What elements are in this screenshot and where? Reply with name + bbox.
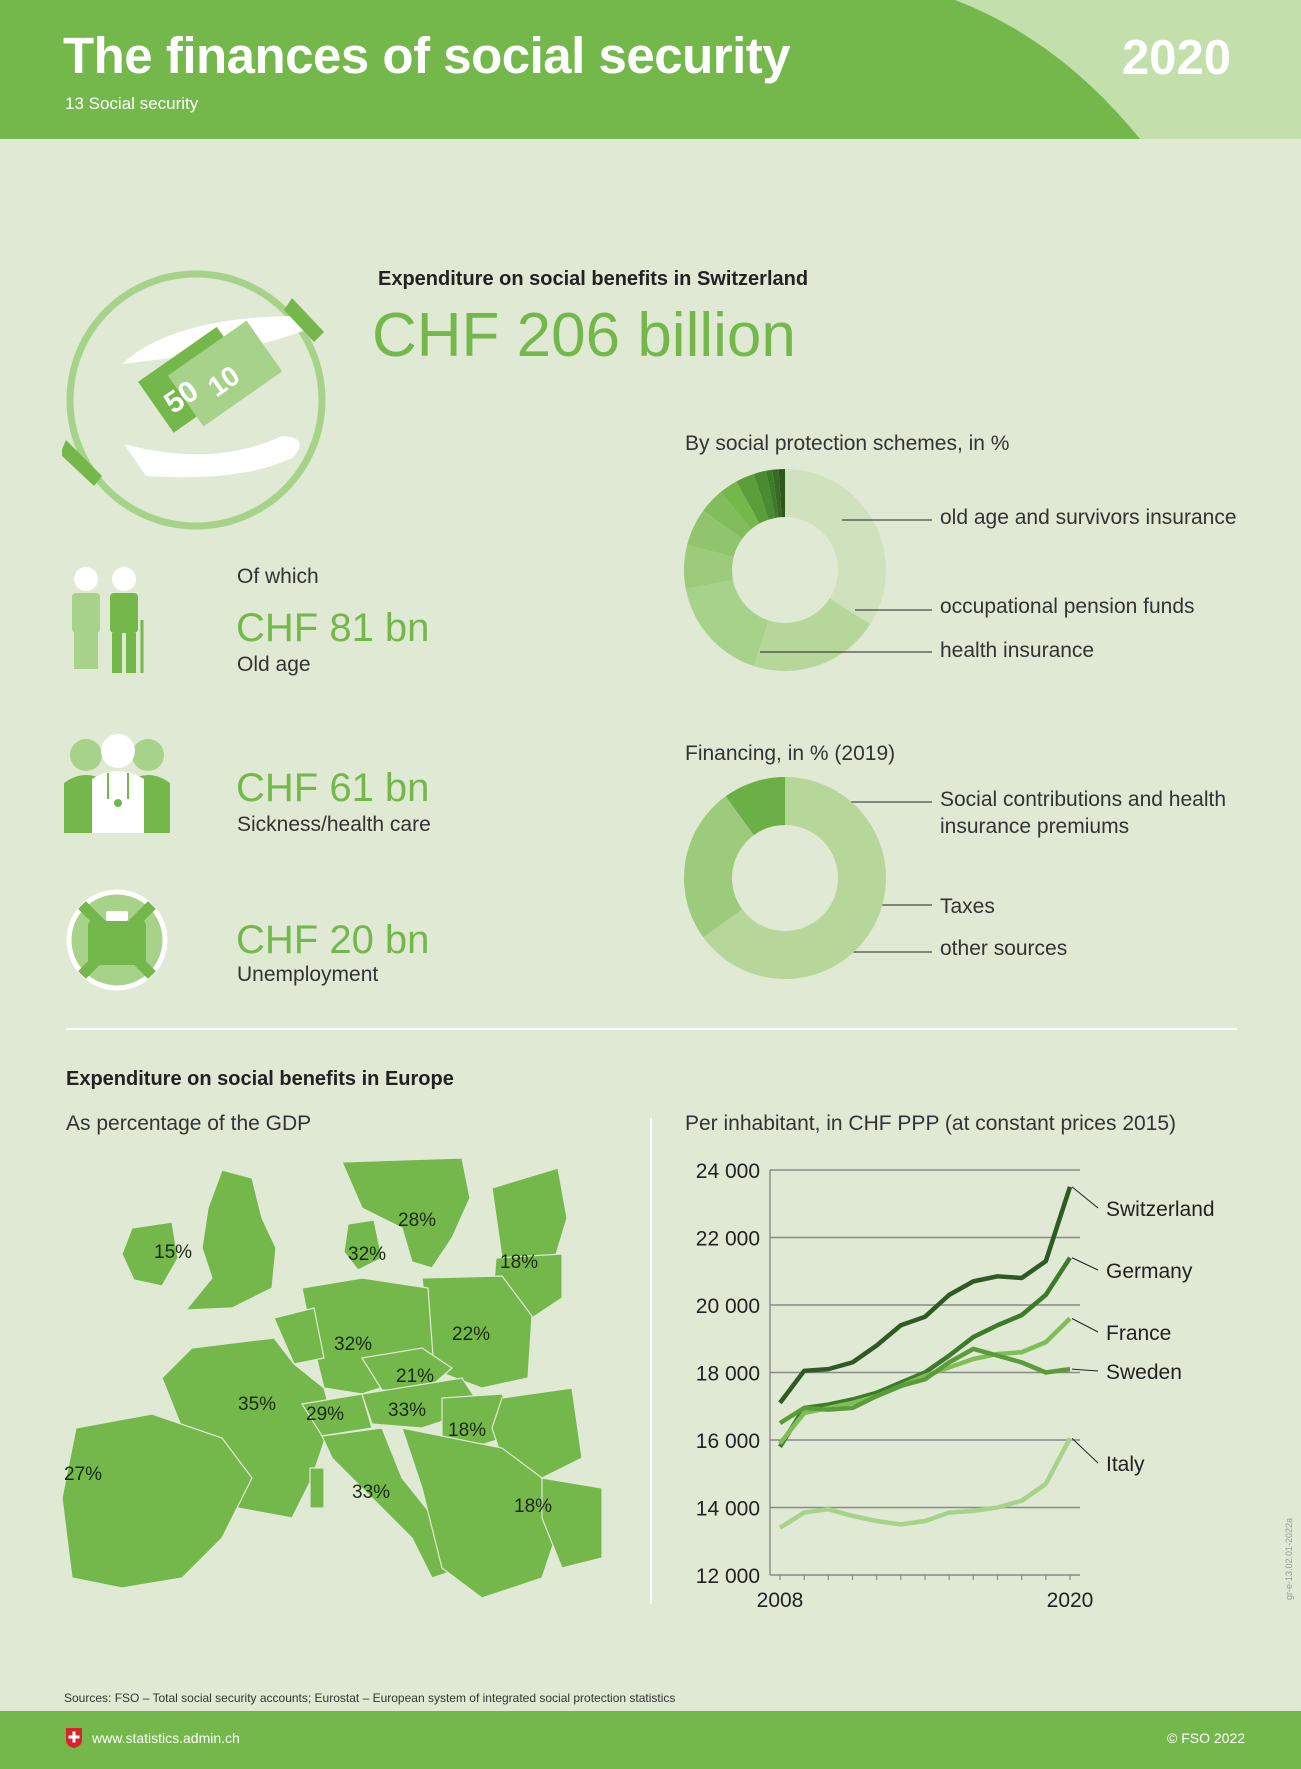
vertical-divider bbox=[650, 1118, 652, 1604]
map-label-romania: 18% bbox=[514, 1496, 553, 1517]
map-label-hungary: 18% bbox=[448, 1420, 487, 1441]
sources-note: Sources: FSO – Total social security accounts; Eurostat – European system of integrated social protection statistics bbox=[64, 1691, 676, 1705]
donut1-label-old-age: old age and survivors insurance bbox=[940, 506, 1237, 529]
europe-map bbox=[62, 1158, 622, 1608]
swiss-flag-icon bbox=[64, 1728, 84, 1748]
copyright: © FSO 2022 bbox=[1167, 1730, 1246, 1746]
section-divider bbox=[66, 1028, 1237, 1030]
schemes-slice-0 bbox=[785, 469, 886, 624]
y-tick-label: 22 000 bbox=[695, 1227, 760, 1251]
series-line-italy bbox=[780, 1438, 1070, 1527]
map-iberia bbox=[62, 1414, 252, 1588]
y-tick-label: 18 000 bbox=[695, 1362, 760, 1386]
map-label-ireland: 15% bbox=[154, 1242, 193, 1263]
website-link[interactable]: www.statistics.admin.ch bbox=[92, 1730, 240, 1746]
line-chart bbox=[670, 1150, 1230, 1610]
unemployment-amount: CHF 20 bn bbox=[236, 918, 430, 962]
year-label: 2020 bbox=[1122, 31, 1232, 85]
map-label-france: 35% bbox=[238, 1394, 277, 1415]
donut1-label-pension: occupational pension funds bbox=[940, 595, 1195, 618]
series-line-sweden bbox=[780, 1349, 1070, 1423]
x-tick-label: 2008 bbox=[756, 1589, 804, 1610]
page-title: The finances of social security bbox=[63, 27, 791, 84]
y-tick-label: 20 000 bbox=[695, 1295, 760, 1318]
y-tick-label: 12 000 bbox=[695, 1565, 760, 1588]
elderly-couple-icon bbox=[62, 565, 152, 675]
of-which-label: Of which bbox=[237, 565, 319, 588]
map-label-czech: 21% bbox=[396, 1366, 435, 1387]
schemes-slice-2 bbox=[686, 580, 769, 666]
series-leader bbox=[1072, 1258, 1098, 1270]
map-title: As percentage of the GDP bbox=[66, 1112, 312, 1135]
donut2-label-contributions: Social contributions and health insurance premiums bbox=[940, 788, 1227, 838]
series-label-germany: Germany bbox=[1106, 1260, 1193, 1283]
schemes-donut-chart bbox=[680, 465, 900, 680]
svg-text:50: 50 bbox=[158, 374, 205, 421]
x-tick-label: 2020 bbox=[1046, 1589, 1094, 1610]
health-amount: CHF 61 bn bbox=[236, 766, 430, 810]
switzerland-heading: Expenditure on social benefits in Switzerland bbox=[378, 268, 809, 290]
map-label-germany: 32% bbox=[334, 1334, 373, 1355]
map-bulgaria bbox=[542, 1478, 602, 1568]
money-hands-icon bbox=[62, 268, 332, 538]
map-uk bbox=[186, 1170, 276, 1310]
svg-text:10: 10 bbox=[202, 359, 246, 403]
financing-donut-chart bbox=[680, 773, 900, 988]
side-code: gr-e-13.02.01-2022a bbox=[1284, 1517, 1294, 1600]
y-tick-label: 14 000 bbox=[695, 1497, 760, 1521]
map-label-denmark: 32% bbox=[348, 1244, 387, 1265]
y-tick-label: 24 000 bbox=[695, 1160, 760, 1183]
series-leader bbox=[1072, 1438, 1098, 1463]
series-leader bbox=[1072, 1369, 1098, 1371]
map-label-italy: 33% bbox=[352, 1482, 391, 1503]
line-chart-title: Per inhabitant, in CHF PPP (at constant prices 2015) bbox=[685, 1112, 1177, 1135]
page-subtitle: 13 Social security bbox=[65, 94, 199, 113]
europe-heading: Expenditure on social benefits in Europe bbox=[66, 1068, 454, 1090]
series-leader bbox=[1072, 1319, 1098, 1333]
series-label-switzerland: Switzerland bbox=[1106, 1198, 1215, 1221]
old-age-amount: CHF 81 bn bbox=[236, 606, 430, 650]
series-label-italy: Italy bbox=[1106, 1453, 1145, 1476]
donut2-label-other: other sources bbox=[940, 937, 1068, 960]
map-label-austria: 33% bbox=[388, 1400, 427, 1421]
map-label-switzerland: 29% bbox=[306, 1404, 345, 1425]
map-label-poland: 22% bbox=[452, 1324, 491, 1345]
map-label-portugal: 27% bbox=[64, 1464, 103, 1485]
series-label-sweden: Sweden bbox=[1106, 1361, 1182, 1384]
schemes-donut-title: By social protection schemes, in % bbox=[685, 432, 1010, 455]
y-tick-label: 16 000 bbox=[695, 1430, 760, 1453]
map-label-sweden: 28% bbox=[398, 1210, 437, 1231]
unemployment-label: Unemployment bbox=[237, 963, 379, 986]
map-label-finland: 18% bbox=[500, 1252, 539, 1273]
crossed-briefcase-icon bbox=[64, 887, 170, 993]
total-expenditure: CHF 206 billion bbox=[372, 301, 796, 370]
health-label: Sickness/health care bbox=[237, 813, 431, 836]
donut2-label-taxes: Taxes bbox=[940, 895, 995, 918]
donut1-label-health: health insurance bbox=[940, 639, 1095, 662]
map-sardinia bbox=[310, 1468, 324, 1508]
series-label-france: France bbox=[1106, 1322, 1172, 1345]
old-age-label: Old age bbox=[237, 653, 311, 676]
doctor-patients-icon bbox=[64, 733, 172, 833]
financing-donut-title: Financing, in % (2019) bbox=[685, 742, 896, 765]
series-leader bbox=[1072, 1187, 1098, 1208]
